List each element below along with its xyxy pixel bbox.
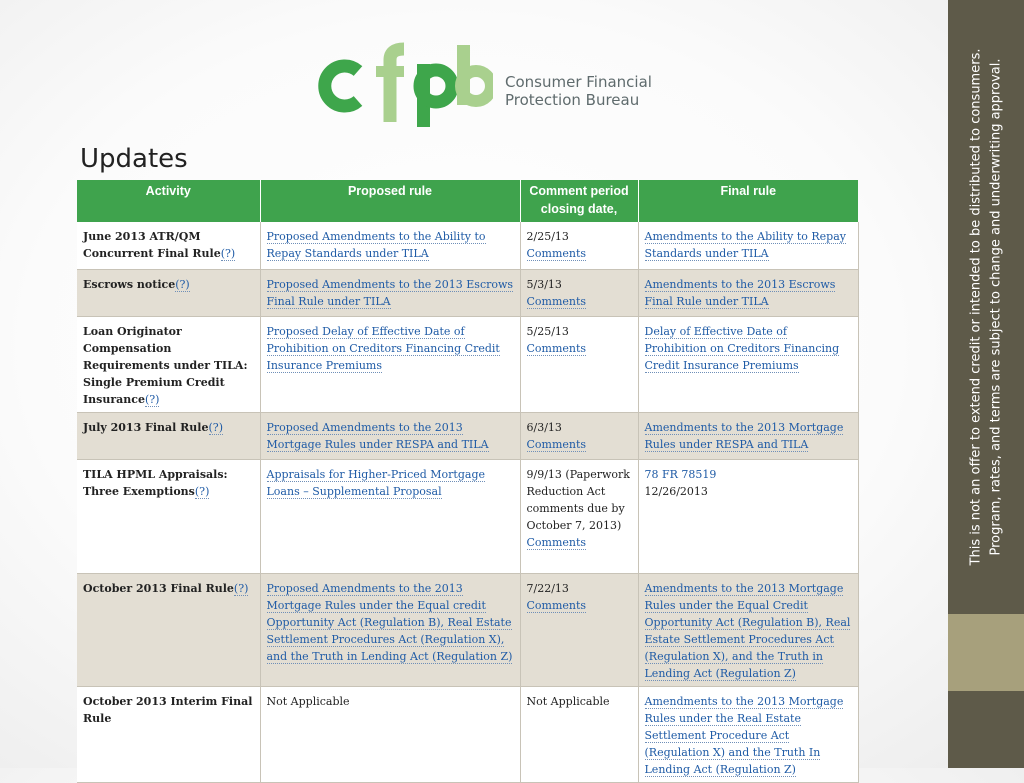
final-cell xyxy=(638,412,858,459)
logo-name-line-2: Protection Bureau xyxy=(505,91,640,109)
activity-info-link[interactable]: (?) xyxy=(144,392,160,406)
activity-info-link[interactable]: (?) xyxy=(194,484,210,498)
comments-link[interactable]: Comments xyxy=(526,247,587,260)
activity-cell xyxy=(77,459,260,573)
table-row xyxy=(77,316,858,412)
proposed-cell xyxy=(260,316,520,412)
cfpb-logo xyxy=(318,42,658,132)
proposed-cell xyxy=(260,459,520,573)
table-row xyxy=(77,459,858,573)
comment-cell xyxy=(520,222,638,269)
disclaimer-line-2: Program, rates, and terms are subject to change and underwriting approval. xyxy=(988,58,1004,556)
disclaimer-container xyxy=(948,0,1024,614)
final-cell xyxy=(638,222,858,269)
comments-link[interactable]: Comments xyxy=(526,294,587,308)
disclaimer-text xyxy=(966,49,1006,566)
proposed-rule-link[interactable]: Appraisals for Higher-Priced Mortgage Loans – Supplemental Proposal xyxy=(266,467,485,498)
comments-link[interactable]: Comments xyxy=(526,437,587,451)
sidebar-accent-block xyxy=(948,614,1024,691)
slide-title: Updates xyxy=(80,144,188,174)
activity-text: June 2013 ATR/QM Concurrent Final Rule xyxy=(83,230,221,260)
final-rule-link[interactable]: Amendments to the 2013 Escrows Final Rule under TILA xyxy=(644,277,836,308)
comment-cell xyxy=(520,316,638,412)
cfpb-wordmark-graphic xyxy=(318,42,493,132)
proposed-cell xyxy=(260,222,520,269)
activity-text: July 2013 Final Rule xyxy=(83,420,209,434)
activity-text: October 2013 Interim Final Rule xyxy=(83,694,253,725)
activity-cell xyxy=(77,222,260,269)
comment-date: 9/9/13 (Paperwork Reduction Act comments due by October 7, 2013) xyxy=(526,467,630,532)
comments-link[interactable]: Comments xyxy=(526,341,587,355)
proposed-rule-link[interactable]: Proposed Amendments to the 2013 Escrows Final Rule under TILA xyxy=(266,277,514,308)
activity-cell xyxy=(77,573,260,686)
activity-info-link[interactable]: (?) xyxy=(233,581,249,595)
final-rule-link[interactable]: Delay of Effective Date of Prohibition on Creditors Financing Credit Insurance Premiums xyxy=(644,324,840,372)
header-comment-period: Comment period closing date, xyxy=(520,180,638,222)
final-cell xyxy=(638,316,858,412)
comment-cell xyxy=(520,412,638,459)
comment-cell xyxy=(520,573,638,686)
proposed-cell xyxy=(260,573,520,686)
header-proposed-rule: Proposed rule xyxy=(260,180,520,222)
table-row xyxy=(77,269,858,316)
header-activity: Activity xyxy=(77,180,260,222)
activity-text: Loan Originator Compensation Requirements under TILA: Single Premium Credit Insurance xyxy=(83,324,248,406)
header-final-rule: Final rule xyxy=(638,180,858,222)
activity-info-link[interactable]: (?) xyxy=(175,277,190,291)
table-row xyxy=(77,222,858,269)
activity-info-link[interactable]: (?) xyxy=(208,420,223,434)
comment-date: 6/3/13 xyxy=(526,420,562,434)
disclaimer-line-1: This is not an offer to extend credit or intended to be distributed to consumers. xyxy=(968,48,984,566)
final-cell xyxy=(638,459,858,573)
comment-date: 2/25/13 xyxy=(526,230,569,243)
proposed-rule-link[interactable]: Proposed Amendments to the 2013 Mortgage Rules under the Equal credit Opportunity Act (Regulation B), Real Estate Settlement Procedures Act (Regulation X), and the Truth in Lending Act (Regulation Z) xyxy=(266,581,513,663)
table-header-row xyxy=(77,180,858,222)
activity-cell xyxy=(77,269,260,316)
table-row xyxy=(77,573,858,686)
cfpb-logo-name xyxy=(505,73,652,109)
proposed-cell xyxy=(260,269,520,316)
final-rule-link[interactable]: 78 FR 78519 xyxy=(644,467,717,481)
final-cell xyxy=(638,573,858,686)
comments-link[interactable]: Comments xyxy=(526,535,587,549)
comment-date: 7/22/13 xyxy=(526,581,569,595)
comment-not-applicable: Not Applicable xyxy=(526,694,610,708)
proposed-rule-link[interactable]: Proposed Amendments to the 2013 Mortgage Rules under RESPA and TILA xyxy=(266,420,489,451)
proposed-cell xyxy=(260,412,520,459)
comment-date: 5/25/13 xyxy=(526,324,569,338)
final-rule-link[interactable]: Amendments to the 2013 Mortgage Rules under RESPA and TILA xyxy=(644,420,844,451)
activity-info-link[interactable]: (?) xyxy=(220,247,236,260)
comment-cell xyxy=(520,459,638,573)
final-cell xyxy=(638,269,858,316)
comment-cell xyxy=(520,269,638,316)
final-rule-date: 12/26/2013 xyxy=(644,484,708,498)
updates-table xyxy=(77,180,859,783)
activity-text: October 2013 Final Rule xyxy=(83,581,234,595)
activity-text: TILA HPML Appraisals: Three Exemptions xyxy=(83,467,228,498)
table-row xyxy=(77,412,858,459)
activity-text: Escrows notice xyxy=(83,277,176,291)
comments-link[interactable]: Comments xyxy=(526,598,587,612)
final-rule-link[interactable]: Amendments to the 2013 Mortgage Rules under the Real Estate Settlement Procedure Act (Regulation X) and the Truth In Lending Act (Regulation Z) xyxy=(644,694,844,776)
final-rule-link[interactable]: Amendments to the Ability to Repay Standards under TILA xyxy=(644,230,846,260)
activity-cell xyxy=(77,412,260,459)
proposed-rule-link[interactable]: Proposed Amendments to the Ability to Repay Standards under TILA xyxy=(266,230,486,260)
proposed-rule-link[interactable]: Proposed Delay of Effective Date of Prohibition on Creditors Financing Credit Insurance Premiums xyxy=(266,324,500,372)
activity-cell xyxy=(77,316,260,412)
proposed-not-applicable: Not Applicable xyxy=(266,694,350,708)
logo-name-line-1: Consumer Financial xyxy=(505,73,652,91)
final-rule-link[interactable]: Amendments to the 2013 Mortgage Rules under the Equal Credit Opportunity Act (Regulation B), Real Estate Settlement Procedures Act (Regulation X), and the Truth in Lending Act (Regulation Z) xyxy=(644,581,851,680)
comment-date: 5/3/13 xyxy=(526,277,562,291)
